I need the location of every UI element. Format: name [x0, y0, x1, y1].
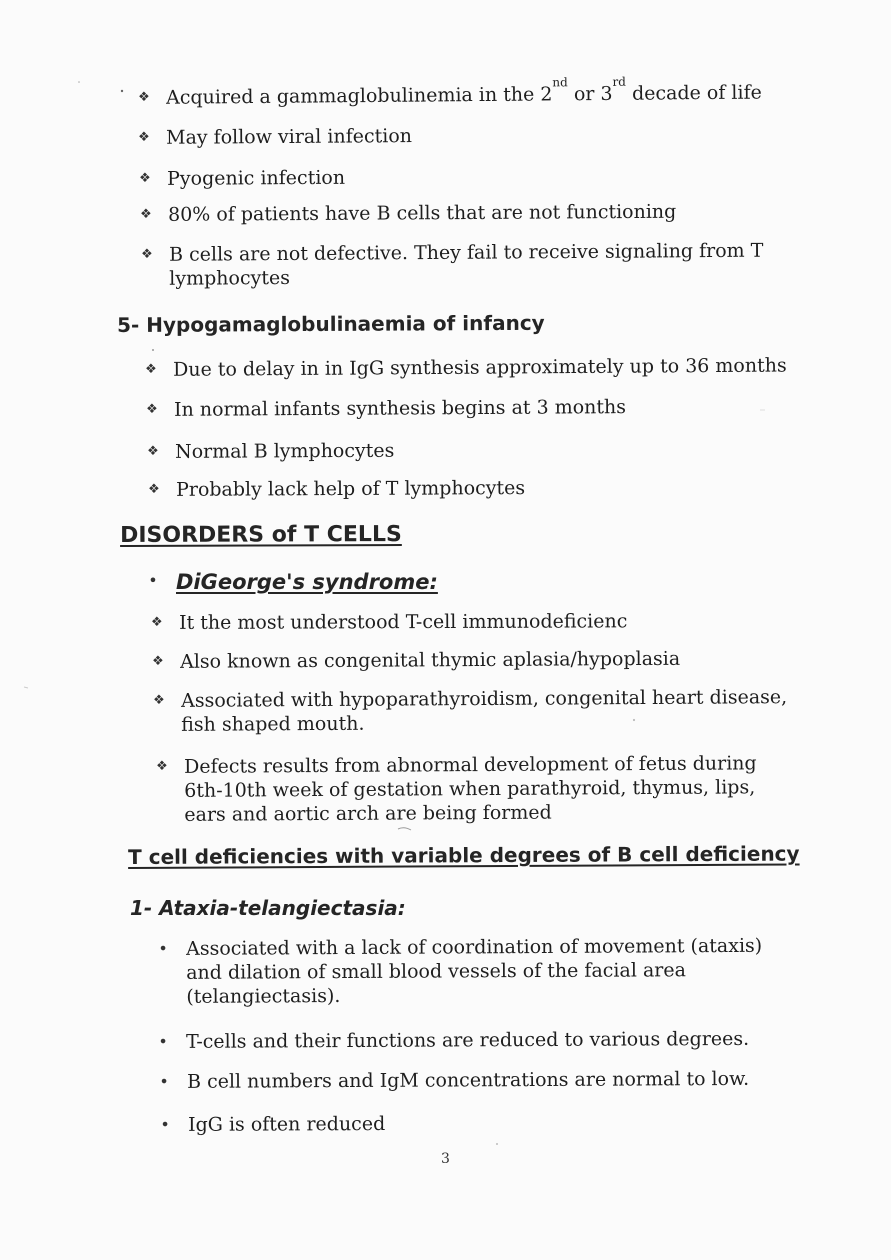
heading-hypogammaglobulinemia: 5- Hypogamaglobulinaemia of infancy — [117, 310, 545, 337]
diamond-bullet-icon: ❖ — [138, 89, 150, 105]
digeorge-subheading-row — [144, 569, 438, 595]
bullet-b-cells-not-defective — [141, 239, 764, 291]
bullet-text — [166, 74, 762, 110]
scan-dot-mark — [496, 1143, 498, 1145]
heading-disorders-t-cells: DISORDERS of T CELLS — [120, 522, 402, 548]
bullet-lack-coordination — [154, 934, 762, 1009]
bullet-text: May follow viral infection — [166, 125, 413, 149]
bullet-associated-hypoparathyroidism — [153, 685, 787, 737]
bullet-line: fish shaped mouth. — [181, 712, 365, 736]
bullet-multiline-text — [186, 934, 762, 1009]
bullet-t-cells-reduced — [154, 1027, 749, 1054]
bullet-text-part: or 3 — [567, 82, 613, 106]
bullet-multiline-text — [169, 239, 764, 291]
bullet-text: Also known as congenital thymic aplasia/hypoplasia — [180, 647, 681, 673]
scan-dot-mark — [152, 349, 154, 351]
superscript-rd: rd — [612, 74, 626, 89]
bullet-line: lymphocytes — [169, 266, 290, 290]
round-bullet-icon: • — [148, 571, 158, 590]
bullet-line: Defects results from abnormal development of fetus during — [184, 752, 757, 778]
bullet-text: Pyogenic infection — [167, 166, 346, 190]
diamond-bullet-icon: ❖ — [153, 692, 165, 708]
bullet-multiline-text — [181, 685, 787, 737]
bullet-line: Associated with hypoparathyroidism, congenital heart disease, — [181, 686, 788, 712]
superscript-nd: nd — [552, 74, 568, 90]
bullet-most-understood — [151, 609, 627, 635]
heading-variable-b-cell-deficiency: T cell deficiencies with variable degrees of B cell deficiency — [128, 841, 800, 869]
subheading-digeorge: DiGeorge's syndrome: — [176, 570, 438, 594]
diamond-bullet-icon: ❖ — [145, 361, 157, 377]
diamond-bullet-icon: ❖ — [151, 614, 163, 630]
diamond-bullet-icon: ❖ — [138, 129, 150, 145]
bullet-pyogenic-infection — [139, 166, 345, 191]
subheading-ataxia-telangiectasia: 1- Ataxia-telangiectasia: — [130, 896, 406, 920]
diamond-bullet-icon: ❖ — [156, 758, 168, 774]
bullet-delay-igg — [145, 354, 787, 382]
bullet-text: It the most understood T-cell immunodeficienc — [179, 610, 628, 634]
bullet-normal-infants — [146, 395, 626, 422]
bullet-text-part: Acquired a gammaglobulinemia in the 2 — [166, 83, 553, 109]
bullet-line: and dilation of small blood vessels of the facial area — [186, 959, 686, 984]
bullet-viral-infection — [138, 124, 412, 150]
diamond-bullet-icon: ❖ — [146, 401, 158, 417]
bullet-text: 80% of patients have B cells that are not functioning — [168, 200, 677, 226]
bullet-text: Normal B lymphocytes — [175, 439, 395, 463]
scan-stroke-mark — [24, 687, 28, 688]
bullet-normal-b-lymphocytes — [147, 439, 394, 464]
scan-dot-mark — [121, 90, 123, 92]
page-number: 3 — [441, 1151, 450, 1167]
bullet-text: Due to delay in in IgG synthesis approximately up to 36 months — [173, 354, 787, 381]
bullet-acquired-agammaglobulinemia — [138, 74, 762, 110]
bullet-igg-reduced — [156, 1112, 385, 1137]
bullet-line: Associated with a lack of coordination of movement (ataxis) — [186, 934, 763, 960]
bullet-line: (telangiectasis). — [186, 985, 341, 1008]
bullet-line: 6th-10th week of gestation when parathyroid, thymus, lips, — [184, 776, 756, 802]
bullet-text: Probably lack help of T lymphocytes — [176, 477, 526, 501]
bullet-lack-help — [148, 476, 525, 502]
bullet-multiline-text — [184, 751, 757, 826]
diamond-bullet-icon: ❖ — [147, 443, 159, 459]
diamond-bullet-icon: ❖ — [152, 653, 164, 669]
diamond-bullet-icon: ❖ — [141, 246, 153, 262]
bullet-line: ears and aortic arch are being formed — [184, 801, 552, 826]
bullet-text: IgG is often reduced — [188, 1113, 386, 1136]
bullet-congenital-thymic-aplasia — [152, 647, 680, 674]
round-bullet-icon: • — [158, 938, 168, 958]
bullet-text-part: decade of life — [625, 81, 762, 105]
diamond-bullet-icon: ❖ — [139, 170, 151, 186]
round-bullet-icon: • — [159, 1071, 169, 1091]
bullet-defects-abnormal-development — [156, 751, 757, 827]
bullet-eighty-percent — [140, 200, 676, 227]
scan-dot-mark — [78, 81, 80, 83]
bullet-text: In normal infants synthesis begins at 3 months — [174, 396, 627, 421]
diamond-bullet-icon: ❖ — [140, 206, 152, 222]
bullet-b-cell-numbers — [155, 1067, 749, 1094]
scan-stroke-mark — [398, 828, 411, 830]
round-bullet-icon: • — [158, 1031, 168, 1051]
bullet-text: B cell numbers and IgM concentrations are normal to low. — [187, 1067, 750, 1093]
round-bullet-icon: • — [160, 1114, 170, 1134]
bullet-text: T-cells and their functions are reduced to various degrees. — [186, 1027, 750, 1053]
bullet-line: B cells are not defective. They fail to receive signaling from T — [169, 239, 764, 266]
diamond-bullet-icon: ❖ — [148, 481, 160, 497]
